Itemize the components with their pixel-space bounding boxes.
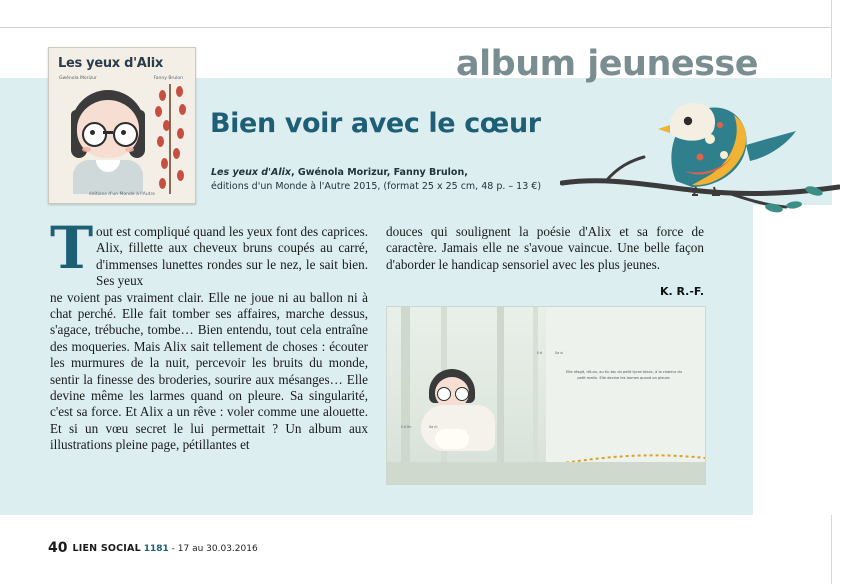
book-cover-image xyxy=(48,47,196,204)
credits-publisher: éditions d'un Monde à l'Autre 2015, (format 25 x 25 cm, 48 p. – 13 €) xyxy=(211,181,542,192)
spread-label-3: Il à fin xyxy=(401,425,412,429)
top-divider xyxy=(0,27,832,28)
credits-title: Les yeux d'Alix xyxy=(211,167,291,178)
spread-label-4: Sa ni xyxy=(429,425,438,429)
cover-foliage xyxy=(149,84,193,194)
issue-number: 1181 xyxy=(143,544,169,554)
body-column-left xyxy=(50,214,368,454)
cover-glasses-right xyxy=(113,122,138,147)
cover-author-left: Gwénola Morizur xyxy=(59,76,97,81)
tint-notch xyxy=(753,205,846,515)
body-right-text: douces qui soulignent la poésie d'Alix et sa force de caractère. Jamais elle ne s'avoue vaincue. Une belle façon d'aborder le handicap sensoriel avec les plus jeunes. xyxy=(386,224,704,272)
spread-cat xyxy=(435,429,469,449)
credits-authors: , Gwénola Morizur, Fanny Brulon, xyxy=(291,167,468,178)
cover-title: Les yeux d'Alix xyxy=(58,56,163,71)
issue-dates: - 17 au 30.03.2016 xyxy=(168,544,258,554)
page-footer xyxy=(48,540,258,556)
book-credits xyxy=(211,166,571,194)
publication-name: LIEN SOCIAL xyxy=(72,543,141,554)
spread-caption: Elle réagit, dit-on, au tic-tac du petit tyran blanc, à la chaleur du petit matin. Elle devine les larmes quand on pleure. xyxy=(566,370,682,380)
body-column-right xyxy=(386,224,704,273)
author-initials: K. R.-F. xyxy=(659,285,704,298)
bird-illustration xyxy=(560,95,840,220)
page-number: 40 xyxy=(48,540,68,556)
cover-publisher: éditions d'un Monde à l'Autre xyxy=(89,192,155,197)
spread-label-2: Sa si xyxy=(555,351,564,355)
body-first-lines: out est compliqué quand les yeux font des caprices. Alix, fillette aux cheveux bruns coupés au carré, d'immenses lunettes rondes sur le nez, le sait bien. Ses yeux xyxy=(96,224,368,289)
section-kicker: album jeunesse xyxy=(456,44,758,84)
cover-author-right: Fanny Brulon xyxy=(153,76,183,81)
inner-spread-image xyxy=(386,306,706,485)
spread-label-1: Il é xyxy=(537,351,543,355)
drop-cap: T xyxy=(50,214,94,282)
cover-glasses-left xyxy=(82,122,107,147)
body-left-rest: ne voient pas vraiment clair. Elle ne joue ni au ballon ni à chat perché. Elle fait tomber ses affaires, marche dessus, s'agace, trébuche, tombe… Bien entendu, tout cela entraîne des moqueries. Mais Alix sait tellement de choses : écouter les murmures de la nuit, percevoir les bruits du monde, sentir la finesse des broderies, sourire aux mésanges… Elle devine même les larmes quand on pleure. Sa singularité, c'est sa force. Et Alix a un rêve : voler comme une alouette. Et si un vœu secret le lui permettait ? Un album aux illustrations pleine page, pétillantes et xyxy=(50,289,368,453)
article-headline: Bien voir avec le cœur xyxy=(210,108,541,139)
